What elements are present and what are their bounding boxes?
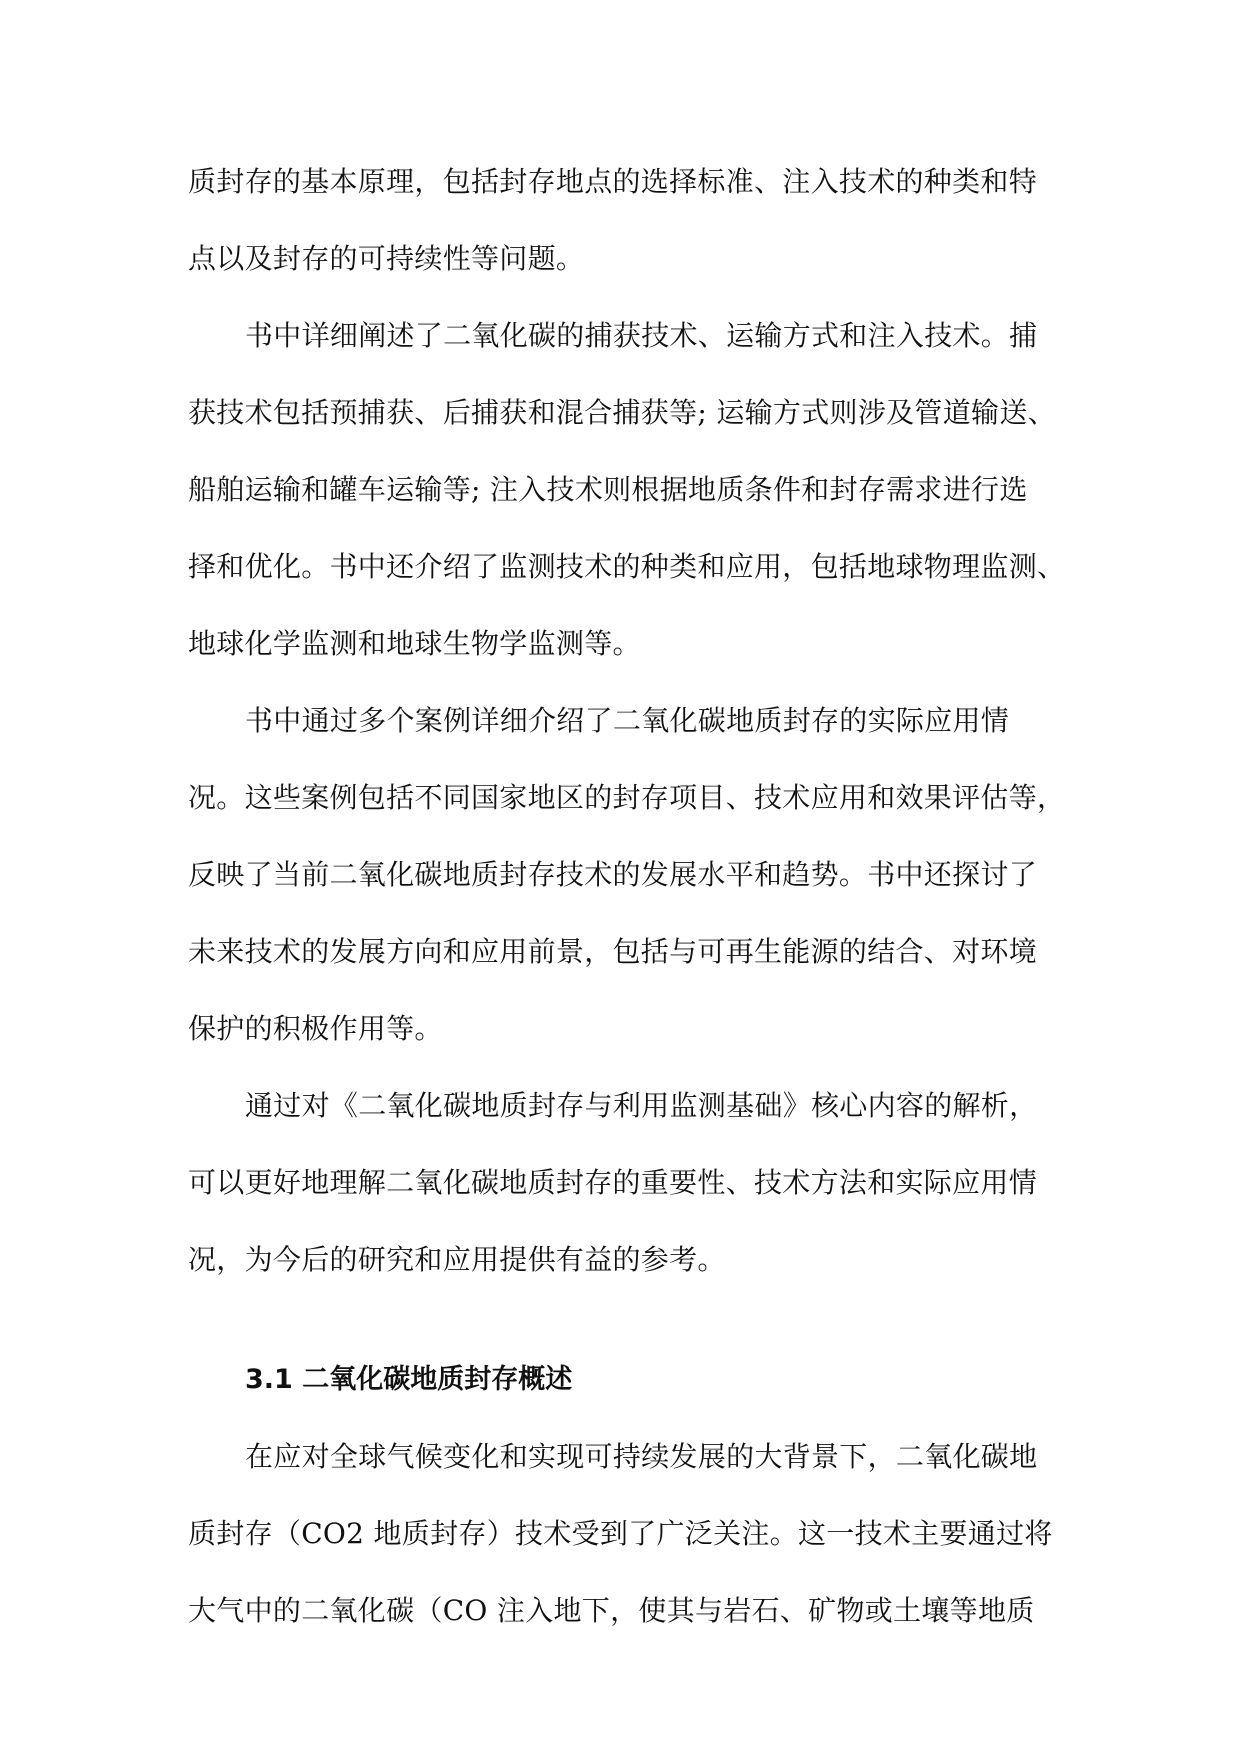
text-line: 未来技术的发展方向和应用前景，包括与可再生能源的结合、对环境 bbox=[188, 935, 1038, 968]
paragraph bbox=[188, 297, 1066, 682]
text-line: 地球化学监测和地球生物学监测等。 bbox=[188, 627, 641, 660]
text-line: 反映了当前二氧化碳地质封存技术的发展水平和趋势。书中还探讨了 bbox=[188, 858, 1038, 891]
text-line: 可以更好地理解二氧化碳地质封存的重要性、技术方法和实际应用情 bbox=[188, 1166, 1038, 1199]
paragraph bbox=[188, 143, 1058, 297]
text-line: 质封存（CO2 地质封存）技术受到了广泛关注。这一技术主要通过将 bbox=[188, 1517, 1053, 1550]
paragraph bbox=[188, 1418, 1058, 1649]
text-line: 在应对全球气候变化和实现可持续发展的大背景下，二氧化碳地 bbox=[245, 1440, 1038, 1473]
text-line: 通过对《二氧化碳地质封存与利用监测基础》核心内容的解析， bbox=[245, 1089, 1038, 1122]
text-line: 择和优化。书中还介绍了监测技术的种类和应用，包括地球物理监测、 bbox=[188, 550, 1066, 583]
text-line: 书中通过多个案例详细介绍了二氧化碳地质封存的实际应用情 bbox=[245, 704, 1010, 737]
section-heading bbox=[188, 1341, 1058, 1418]
text-line: 质封存的基本原理，包括封存地点的选择标准、注入技术的种类和特 bbox=[188, 165, 1038, 198]
page-content bbox=[188, 143, 1066, 1649]
text-line: 况。这些案例包括不同国家地区的封存项目、技术应用和效果评估等， bbox=[188, 781, 1066, 814]
text-line: 点以及封存的可持续性等问题。 bbox=[188, 242, 585, 275]
text-line: 船舶运输和罐车运输等; 注入技术则根据地质条件和封存需求进行选 bbox=[188, 473, 1028, 506]
paragraph bbox=[188, 1067, 1058, 1298]
text-line: 况，为今后的研究和应用提供有益的参考。 bbox=[188, 1243, 726, 1276]
paragraph bbox=[188, 682, 1066, 1067]
section-number: 3.1 bbox=[245, 1364, 293, 1395]
text-line: 保护的积极作用等。 bbox=[188, 1012, 443, 1045]
text-line: 书中详细阐述了二氧化碳的捕获技术、运输方式和注入技术。捕 bbox=[245, 319, 1038, 352]
text-line: 大气中的二氧化碳（CO 注入地下，使其与岩石、矿物或土壤等地质 bbox=[188, 1594, 1035, 1627]
section-title: 二氧化碳地质封存概述 bbox=[302, 1364, 573, 1395]
text-line: 获技术包括预捕获、后捕获和混合捕获等; 运输方式则涉及管道输送、 bbox=[188, 396, 1056, 429]
